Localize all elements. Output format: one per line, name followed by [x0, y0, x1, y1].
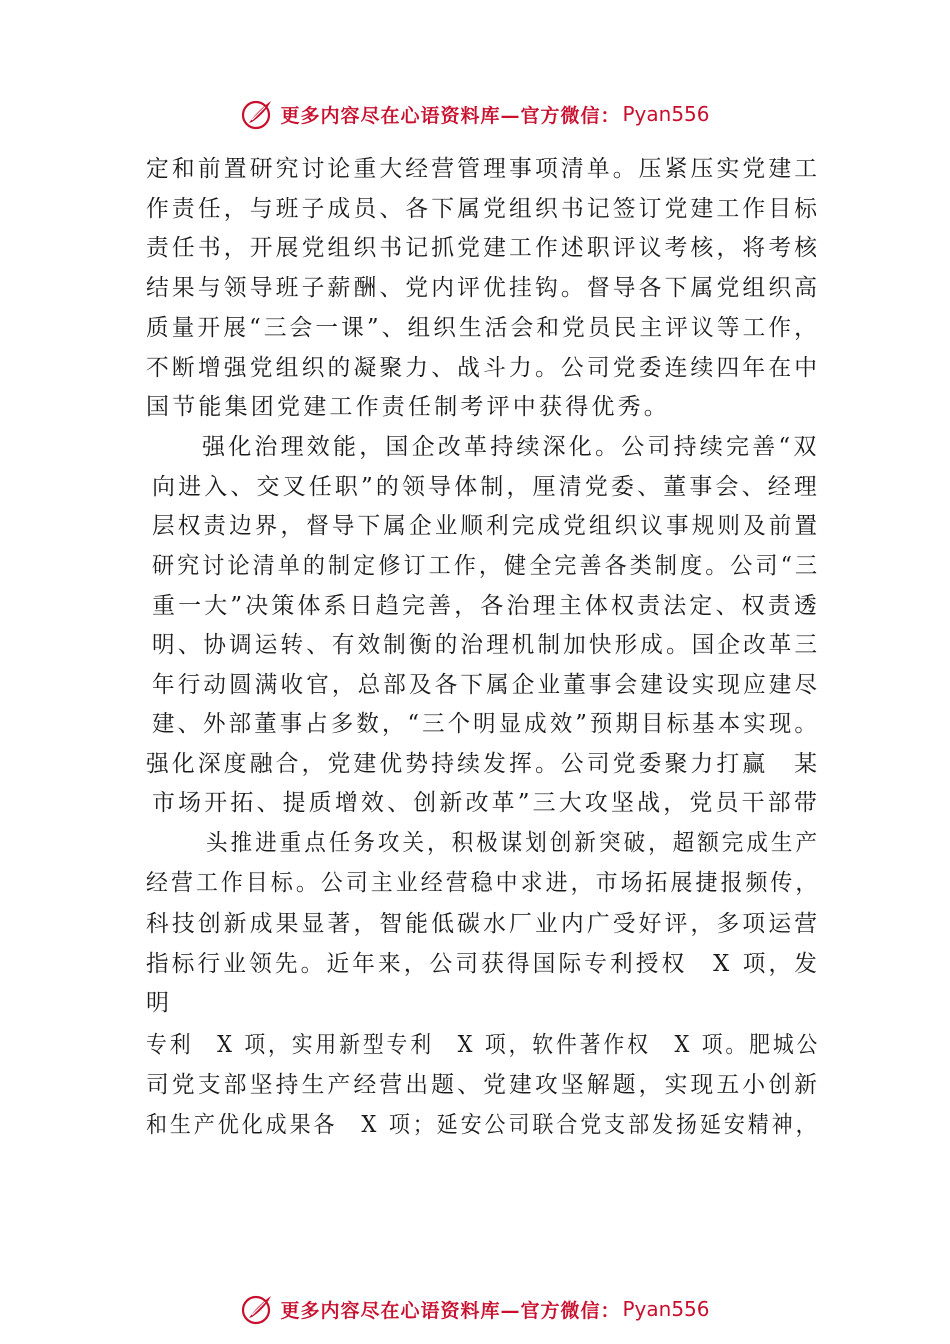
watermark-text: 更多内容尽在心语资料库—官方微信： — [280, 104, 621, 127]
text-line: 强化深度融合，党建优势持续发挥。公司党委聚力打赢 某 — [146, 751, 821, 777]
text-line: 向进入、交叉任职”的领导体制，厘清党委、董事会、经理 — [152, 474, 820, 500]
text-line: 结果与领导班子薪酬、党内评优挂钩。督导各下属党组织高 — [146, 275, 821, 301]
text-line: 明 — [146, 990, 173, 1016]
text-line: 指标行业领先。近年来，公司获得国际专利授权 X 项，发 — [146, 951, 821, 977]
text-line: 头推进重点任务攻关，积极谋划创新突破，超额完成生产 — [206, 830, 820, 856]
text-line: 年行动圆满收官，总部及各下属企业董事会建设实现应建尽 — [152, 672, 821, 698]
text-line: 明、协调运转、有效制衡的治理机制加快形成。国企改革三 — [152, 632, 821, 658]
text-line: 作责任，与班子成员、各下属党组织书记签订党建工作目标 — [146, 196, 821, 222]
text-line: 建、外部董事占多数，“三个明显成效”预期目标基本实现。 — [152, 711, 820, 737]
text-line: 责任书，开展党组织书记抓党建工作述职评议考核，将考核 — [146, 235, 821, 261]
text-line: 市场开拓、提质增效、创新改革”三大攻坚战，党员干部带 — [152, 790, 820, 816]
watermark-banner-bottom — [0, 1289, 950, 1329]
quill-logo-icon — [240, 96, 276, 132]
text-line: 不断增强党组织的凝聚力、战斗力。公司党委连续四年在中 — [146, 355, 821, 381]
text-line: 定和前置研究讨论重大经营管理事项清单。压紧压实党建工 — [146, 156, 821, 182]
text-line: 经营工作目标。公司主业经营稳中求进，市场拓展捷报频传， — [146, 870, 821, 896]
watermark-id: Pyan556 — [622, 102, 710, 126]
text-line: 质量开展“三会一课”、组织生活会和党员民主评议等工作， — [146, 315, 820, 341]
text-line: 专利 X 项，实用新型专利 X 项，软件著作权 X 项。肥城公 — [146, 1032, 821, 1058]
text-line: 强化治理效能，国企改革持续深化。公司持续完善“双 — [202, 434, 820, 460]
text-line: 和生产优化成果各 X 项；延安公司联合党支部发扬延安精神， — [146, 1112, 820, 1138]
text-line: 层权责边界，督导下属企业顺利完成党组织议事规则及前置 — [152, 513, 821, 539]
watermark-text: 更多内容尽在心语资料库—官方微信： — [280, 1299, 621, 1322]
watermark-banner-top — [0, 94, 950, 134]
watermark-id: Pyan556 — [622, 1297, 710, 1321]
text-line: 重一大”决策体系日趋完善，各治理主体权责法定、权责透 — [152, 593, 820, 619]
text-line: 司党支部坚持生产经营出题、党建攻坚解题，实现五小创新 — [146, 1072, 821, 1098]
text-line: 研究讨论清单的制定修订工作，健全完善各类制度。公司“三 — [152, 553, 821, 579]
text-line: 科技创新成果显著，智能低碳水厂业内广受好评，多项运营 — [146, 911, 821, 937]
quill-logo-icon — [240, 1291, 276, 1327]
text-line: 国节能集团党建工作责任制考评中获得优秀。 — [146, 394, 670, 420]
